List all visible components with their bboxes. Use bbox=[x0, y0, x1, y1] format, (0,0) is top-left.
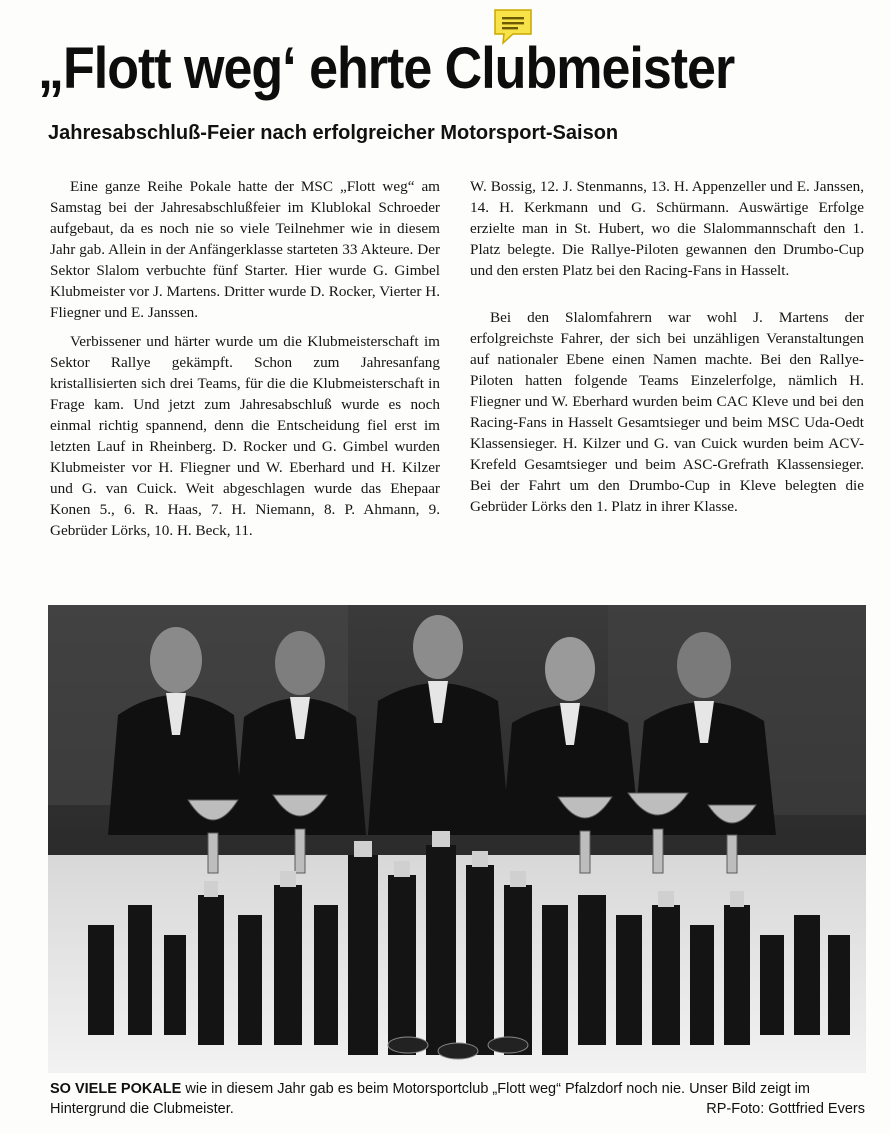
trophy-photo bbox=[48, 605, 866, 1073]
caption-lead: SO VIELE POKALE bbox=[50, 1081, 182, 1097]
article-paragraph: Verbissener und härter wurde um die Klubmeisterschaft im Sektor Rallye gekämpft. Schon zum Jahresanfang kristallisierten sich drei Teams, für die die Klubmeisterschaft in Frage kam. Und jetzt zum Jahresabschluß wurde es noch einmal richtig spannend, denn die Entscheidung fiel erst im letzten Lauf in Rheinberg. D. Rocker und G. Gimbel wurden Klubmeister vor H. Fliegner und W. Eberhard und H. Kilzer und G. van Cuick. Weit abgeschlagen wurde das Ehepaar Konen 5., 6. R. Haas, 7. H. Niemann, 8. P. Ahmann, 9. Gebrüder Lörks, 10. H. Beck, 11. bbox=[50, 333, 440, 539]
photo-caption bbox=[50, 1079, 865, 1119]
article-column-left bbox=[50, 176, 440, 541]
speech-bubble-icon[interactable] bbox=[491, 6, 535, 46]
subheadline: Jahresabschluß-Feier nach erfolgreicher Motorsport-Saison bbox=[48, 122, 619, 144]
article-column-right bbox=[470, 176, 864, 517]
article-paragraph: W. Bossig, 12. J. Stenmanns, 13. H. Appenzeller und E. Janssen, 14. H. Kerkmann und G. Schürmann. Auswärtige Erfolge erzielte man in St. Hubert, wo die Slalommannschaft den 1. Platz belegte. Die Rallye-Piloten gewannen den Drumbo-Cup und den ersten Platz bei den Racing-Fans in Hasselt. bbox=[470, 178, 864, 279]
article-paragraph: Eine ganze Reihe Pokale hatte der MSC „Flott weg“ am Samstag bei der Jahresabschlußfeier im Klublokal Schroeder aufgebaut, da es noch nie so viele Teilnehmer wie in diesem Jahr gab. Allein in der Anfängerklasse starteten 33 Akteure. Der Sektor Slalom verbuchte fünf Starter. Hier wurde G. Gimbel Klubmeister vor J. Martens. Dritter wurde D. Rocker, Vierter H. Fliegner und E. Janssen. bbox=[50, 178, 440, 321]
article-paragraph: Bei den Slalomfahrern war wohl J. Martens der erfolgreichste Fahrer, der sich bei unzähligen Veranstaltungen auf nationaler Ebene einen Namen machte. Bei den Rallye-Piloten hatten folgende Teams Einzelerfolge, nämlich H. Fliegner und W. Eberhard wurden beim CAC Kleve und bei den Racing-Fans in Hasselt Gesamtsieger und beim MSC Uda-Oedt Klassensieger. H. Kilzer und G. van Cuick wurden beim ACV-Krefeld Gesamtsieger und beim ASC-Grefrath Klassensieger. Bei der Fahrt um den Drumbo-Cup in Kleve belegten die Gebrüder Lörks den 1. Platz in ihrer Klasse. bbox=[470, 309, 864, 515]
headline: „Flott weg‘ ehrte Clubmeister bbox=[38, 36, 735, 102]
caption-text: wie in diesem Jahr gab es beim Motorsportclub „Flott weg“ Pfalzdorf noch nie. Unser Bild zeigt im Hintergrund die Clubmeister. bbox=[50, 1081, 810, 1117]
photo-credit: RP-Foto: Gottfried Evers bbox=[706, 1101, 865, 1117]
